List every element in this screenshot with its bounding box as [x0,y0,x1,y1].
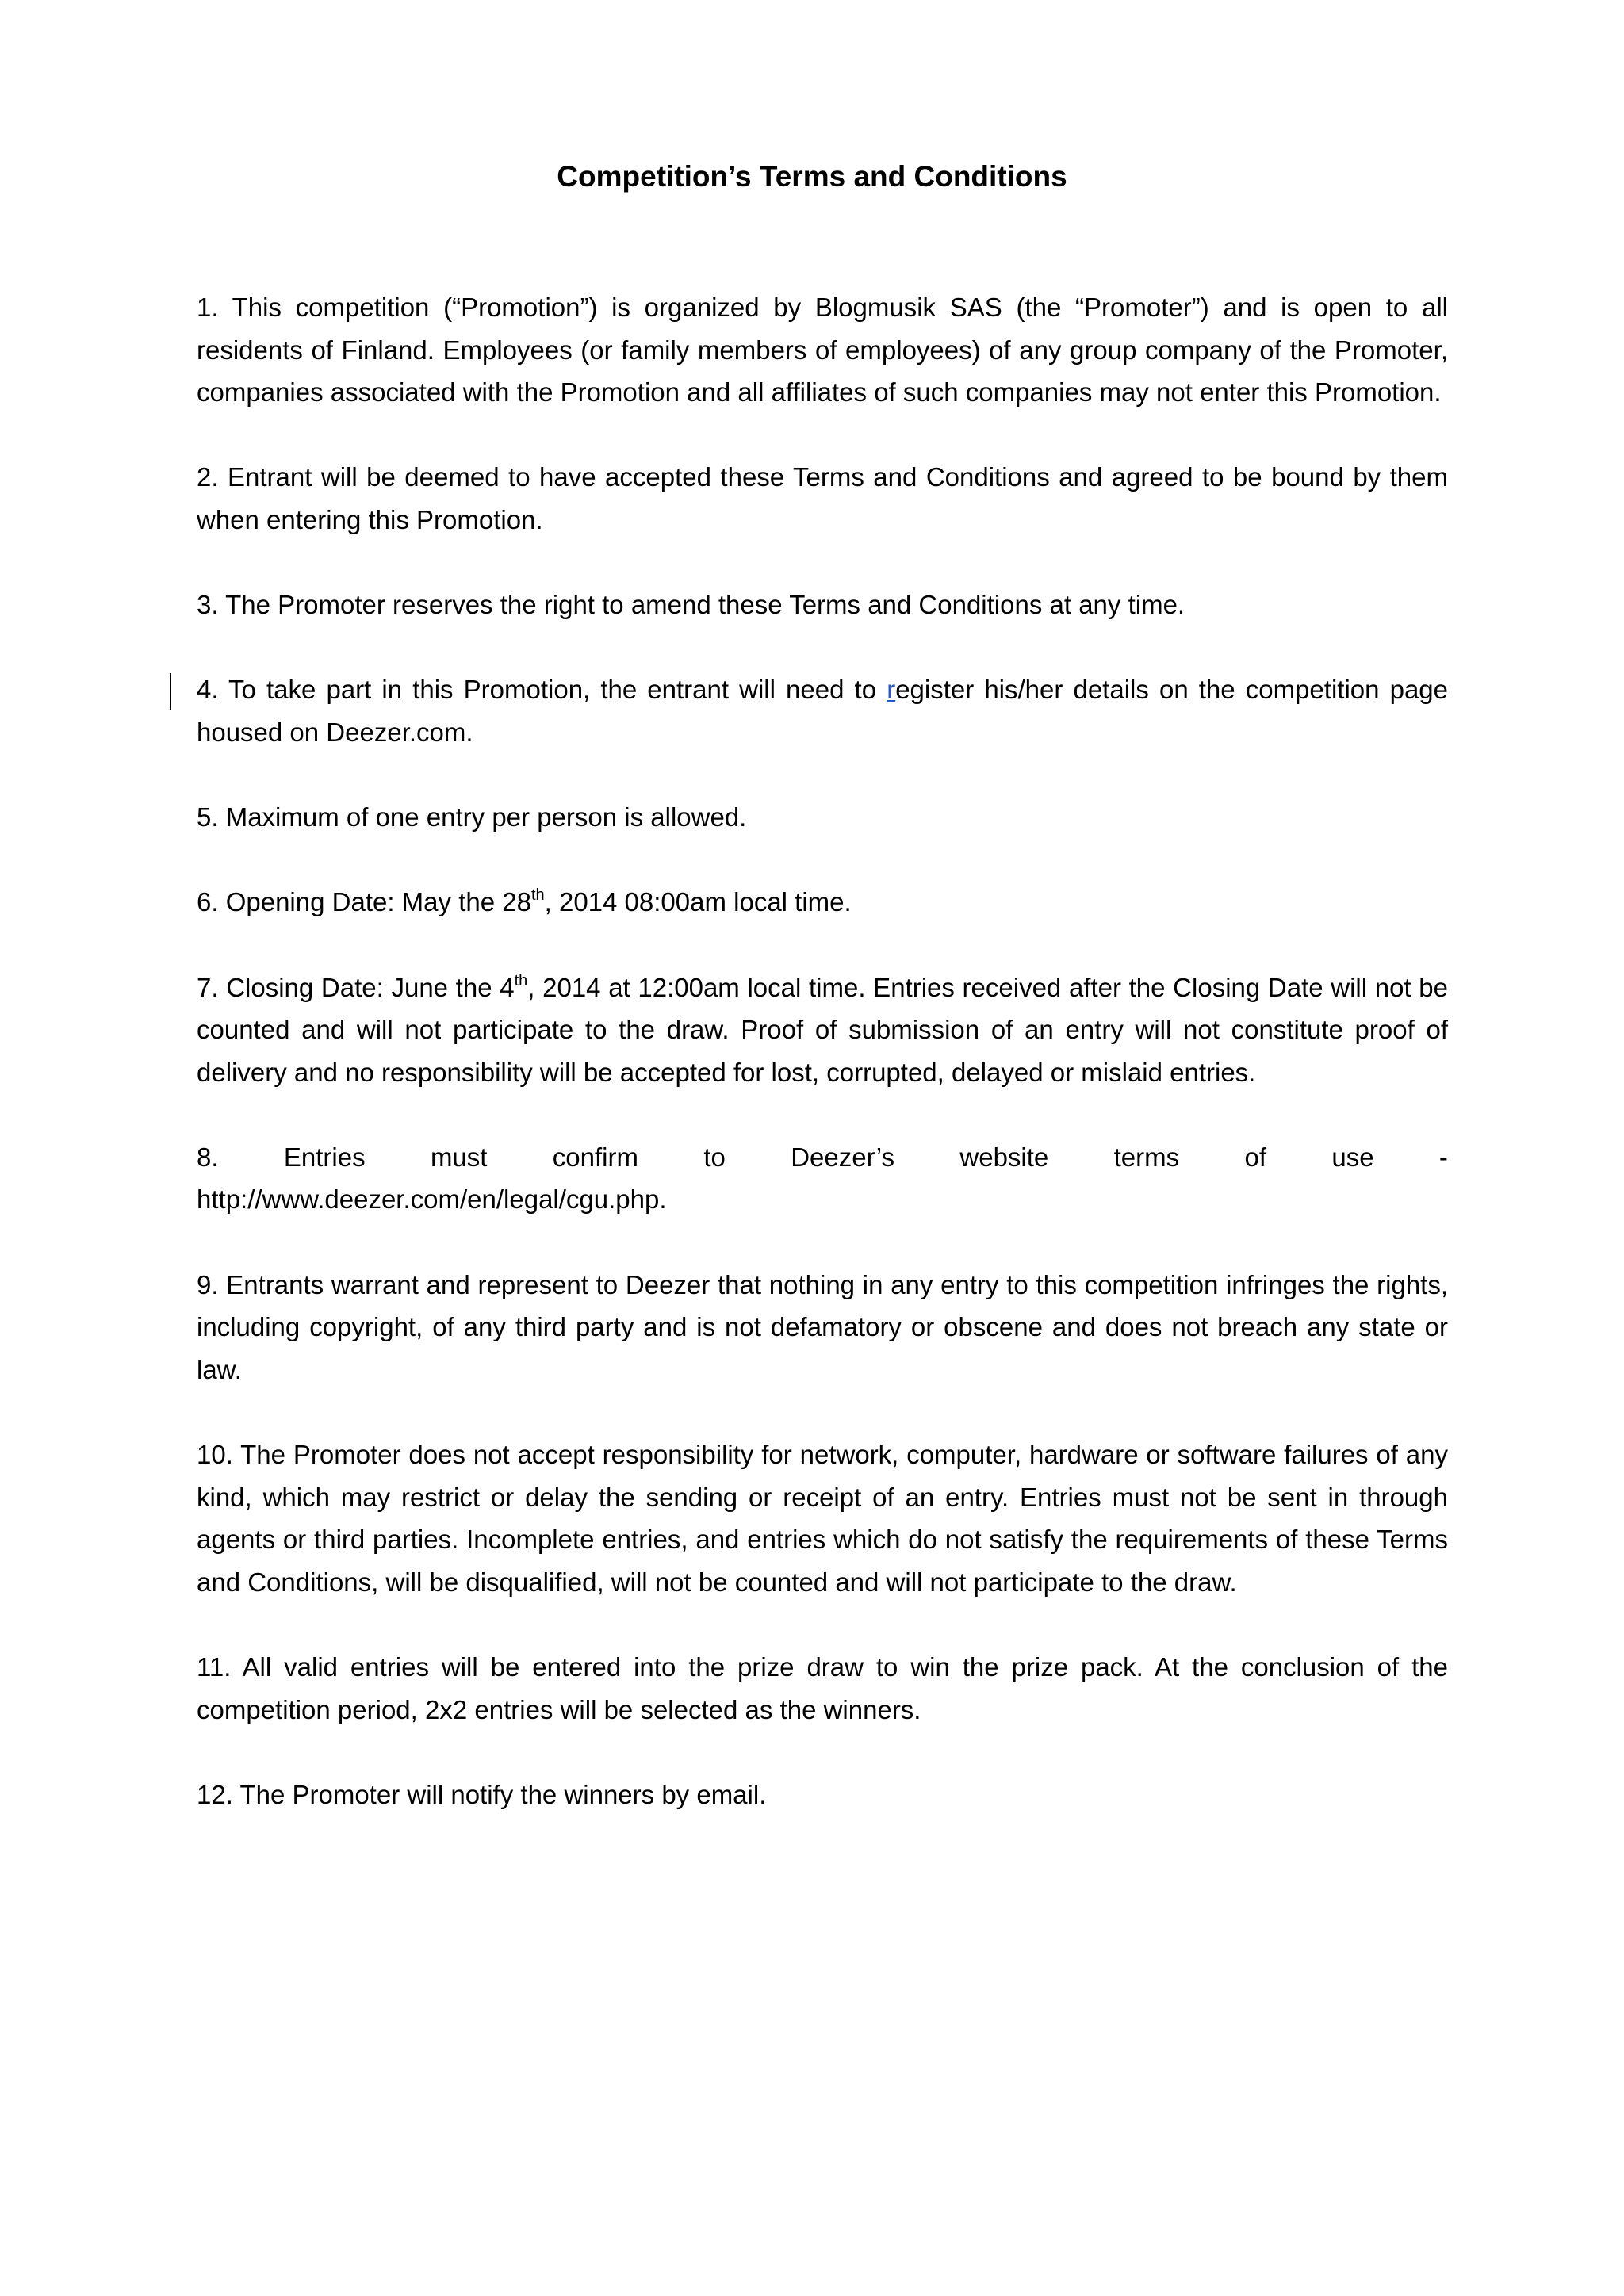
clause-text-before: Opening Date: May the 28 [225,887,531,917]
clause-1 [197,286,1448,414]
clause-text: Entrants warrant and represent to Deezer that nothing in any entry to this competition infringes the rights, including copyright, of any third party and is not defamatory or obscene and does not breach any state or law. [197,1269,1449,1384]
clause-12 [197,1774,1448,1816]
clause-10 [197,1433,1448,1603]
clause-5 [197,796,1448,839]
clause-text: The Promoter does not accept responsibility for network, computer, hardware or software failures of any kind, which may restrict or delay the sending or receipt of an entry. Entries must not be sent in through agents or third parties. Incomplete entries, and entries which do not satisfy the requirements of these Terms and Conditions, will be disqualified, will not be counted and will not participate to the draw. [197,1440,1448,1597]
clause-word: must [430,1142,488,1172]
clause-word: - [1438,1142,1448,1172]
clause-3 [197,584,1448,626]
clause-number: 7. [197,972,219,1002]
document-body [197,286,1448,1858]
clause-number: 5. [197,802,219,832]
clause-text-after: , 2014 at 12:00am local time. Entries received after the Closing Date will not be counted and will not participate to the draw. Proof of submission of an entry will not constitute proof of delivery and no responsibility will be accepted for lost, corrupted, delayed or mislaid entries. [197,972,1449,1087]
text-cursor-marker[interactable]: r [887,675,896,705]
clause-number: 3. [197,590,219,620]
clause-11 [197,1646,1448,1731]
clause-8 [197,1136,1448,1221]
ordinal-suffix: th [514,971,528,989]
clause-number: 11. [197,1652,232,1682]
clause-text-before: To take part in this Promotion, the entrant will need to [228,675,887,705]
clause-word: Entries [283,1142,366,1172]
clause-word: of [1244,1142,1266,1172]
document-title: Competition’s Terms and Conditions [557,160,1067,193]
clause-text-before: Closing Date: June the 4 [226,972,515,1002]
clause-number: 6. [197,887,219,917]
clause-2 [197,456,1448,541]
clause-word: Deezer’s [791,1142,895,1172]
clause-word: to [703,1142,726,1172]
clause-number: 9. [197,1269,219,1299]
clause-number: 8. [197,1142,219,1172]
clause-8-line-1 [197,1136,1448,1179]
clause-text: All valid entries will be entered into the prize draw to win the prize pack. At the conclusion of the competition period, 2x2 entries will be selected as the winners. [197,1652,1448,1724]
clause-text-after: , 2014 08:00am local time. [544,887,852,917]
clause-word: website [959,1142,1049,1172]
clause-text: The Promoter reserves the right to amend these Terms and Conditions at any time. [225,590,1185,620]
clause-text: The Promoter will notify the winners by email. [239,1779,767,1809]
clause-word: terms [1113,1142,1180,1172]
clause-number: 12. [197,1779,233,1809]
clause-4 [197,668,1448,753]
terms-of-use-url[interactable]: http://www.deezer.com/en/legal/cgu.php. [197,1184,667,1215]
clause-text-after: egister his/her details on the competition page housed on Deezer.com. [197,675,1449,747]
clause-number: 1. [197,293,219,322]
clause-number: 4. [197,675,219,705]
clause-text: This competition (“Promotion”) is organized by Blogmusik SAS (the “Promoter”) and is open to all residents of Finland. Employees (or family members of employees) of any group company of the Promoter, companies associated with the Promotion and all affiliates of such companies may not enter this Promotion. [197,293,1448,408]
clause-number: 10. [197,1440,233,1470]
clause-number: 2. [197,462,219,492]
ordinal-suffix: th [530,886,545,905]
clause-word: confirm [552,1142,638,1172]
clause-word: use [1331,1142,1374,1172]
change-bar [170,673,171,710]
clause-text: Entrant will be deemed to have accepted these Terms and Conditions and agreed to be bound by them when entering this Promotion. [197,462,1448,534]
clause-text: Maximum of one entry per person is allowed. [225,802,747,832]
clause-6 [197,881,1448,924]
clause-7 [197,966,1448,1094]
clause-9 [197,1264,1448,1391]
